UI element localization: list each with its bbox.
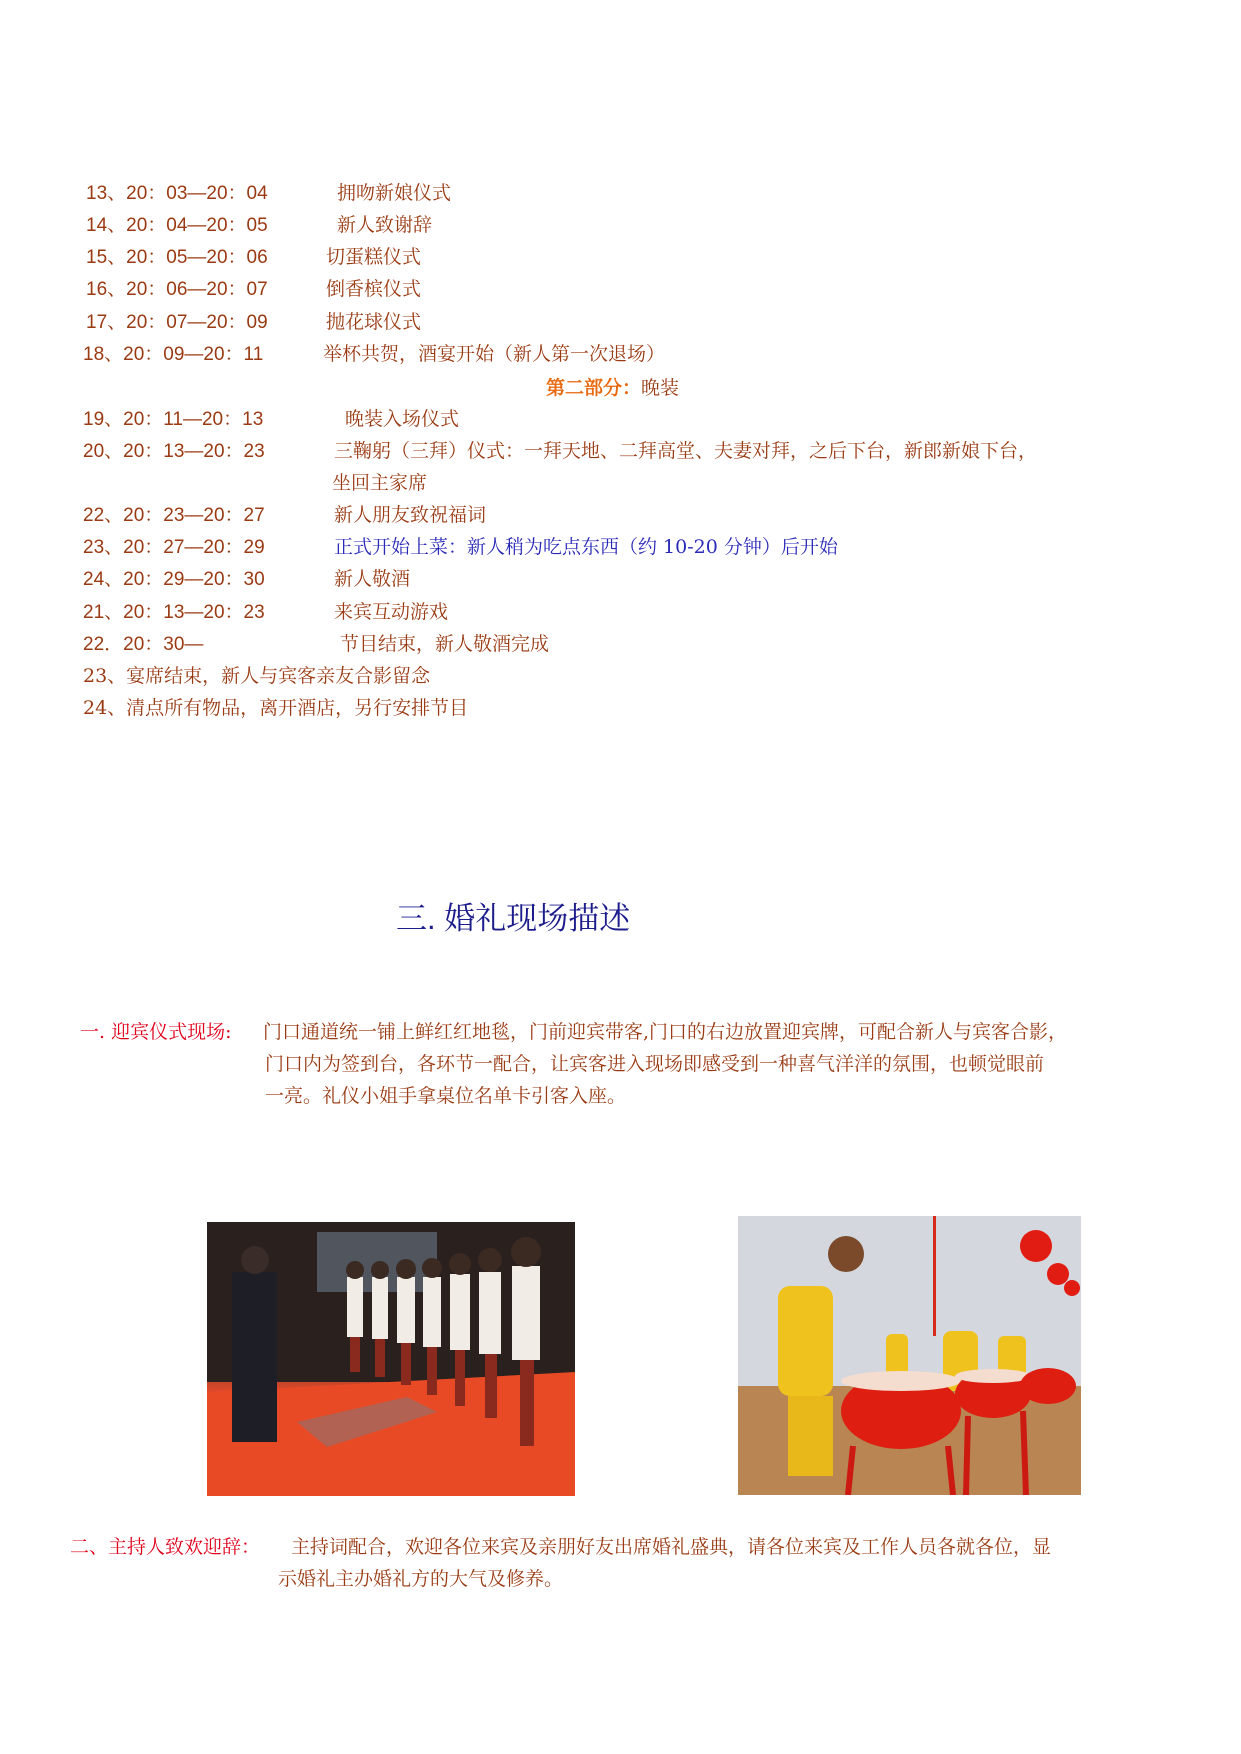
schedule-event-22b: 节目结束，新人敬酒完成 <box>340 633 550 655</box>
schedule-time-19: 19、20：11—20：13 <box>83 409 264 430</box>
section-two-line-1: 主持词配合，欢迎各位来宾及亲朋好友出席婚礼盛典，请各位来宾及工作人员各就各位，显 <box>291 1536 1052 1558</box>
schedule-event-21: 来宾互动游戏 <box>334 601 449 623</box>
drum-performance-illustration <box>738 1216 1081 1495</box>
schedule-time-21: 21、20：13—20：23 <box>83 602 265 623</box>
schedule-event-14: 新人致谢辞 <box>337 214 433 236</box>
schedule-event-24a: 新人敬酒 <box>334 568 411 590</box>
tail-item-23: 23、宴席结束，新人与宾客亲友合影留念 <box>83 665 431 687</box>
schedule-event-20: 三鞠躬（三拜）仪式：一拜天地、二拜高堂、夫妻对拜，之后下台，新郎新娘下台， <box>334 440 1038 462</box>
schedule-event-18: 举杯共贺，酒宴开始（新人第一次退场） <box>323 343 666 365</box>
schedule-event-22a: 新人朋友致祝福词 <box>334 504 487 526</box>
section-two-label: 二、主持人致欢迎辞： <box>70 1536 261 1558</box>
welcome-ceremony-photo <box>207 1222 575 1496</box>
section-one-label: 一. 迎宾仪式现场: <box>80 1021 232 1043</box>
schedule-time-22b: 22．20：30— <box>83 634 204 655</box>
schedule-event-19: 晚装入场仪式 <box>345 408 460 430</box>
schedule-time-15: 15、20：05—20：06 <box>86 247 268 268</box>
drum-performance-photo <box>738 1216 1081 1495</box>
schedule-event-20-cont: 坐回主家席 <box>332 472 428 494</box>
part-two-heading <box>546 377 679 400</box>
schedule-time-23a: 23、20：27—20：29 <box>83 537 265 558</box>
part-two-value: 晚装 <box>641 377 680 399</box>
schedule-time-24a: 24、20：29—20：30 <box>83 569 265 590</box>
schedule-event-15: 切蛋糕仪式 <box>326 246 422 268</box>
tail-item-24: 24、清点所有物品，离开酒店，另行安排节目 <box>83 697 469 719</box>
schedule-time-16: 16、20：06—20：07 <box>86 279 268 300</box>
schedule-event-23a: 正式开始上菜：新人稍为吃点东西（约 10-20 分钟）后开始 <box>334 536 838 558</box>
schedule-time-13: 13、20：03—20：04 <box>86 183 268 204</box>
schedule-event-16: 倒香槟仪式 <box>326 278 422 300</box>
section-one-line-1: 门口通道统一铺上鲜红红地毯，门前迎宾带客,门口的右边放置迎宾牌，可配合新人与宾客合影， <box>263 1021 1068 1043</box>
part-two-label: 第二部分： <box>546 377 642 399</box>
schedule-time-14: 14、20：04—20：05 <box>86 215 268 236</box>
schedule-event-13: 拥吻新娘仪式 <box>337 182 452 204</box>
schedule-time-17: 17、20：07—20：09 <box>86 312 268 333</box>
section-one-line-2: 门口内为签到台，各环节一配合，让宾客进入现场即感受到一种喜气洋洋的氛围，也顿觉眼前 <box>265 1053 1045 1075</box>
schedule-time-22a: 22、20：23—20：27 <box>83 505 265 526</box>
schedule-time-18: 18、20：09—20：11 <box>83 344 264 365</box>
section-one-line-3: 一亮。礼仪小姐手拿桌位名单卡引客入座。 <box>265 1085 627 1107</box>
section-two-line-2: 示婚礼主办婚礼方的大气及修养。 <box>278 1568 564 1590</box>
schedule-time-20: 20、20：13—20：23 <box>83 441 265 462</box>
section-title: 三. 婚礼现场描述 <box>396 901 631 936</box>
welcome-ceremony-illustration <box>207 1222 575 1496</box>
schedule-event-17: 抛花球仪式 <box>326 311 422 333</box>
